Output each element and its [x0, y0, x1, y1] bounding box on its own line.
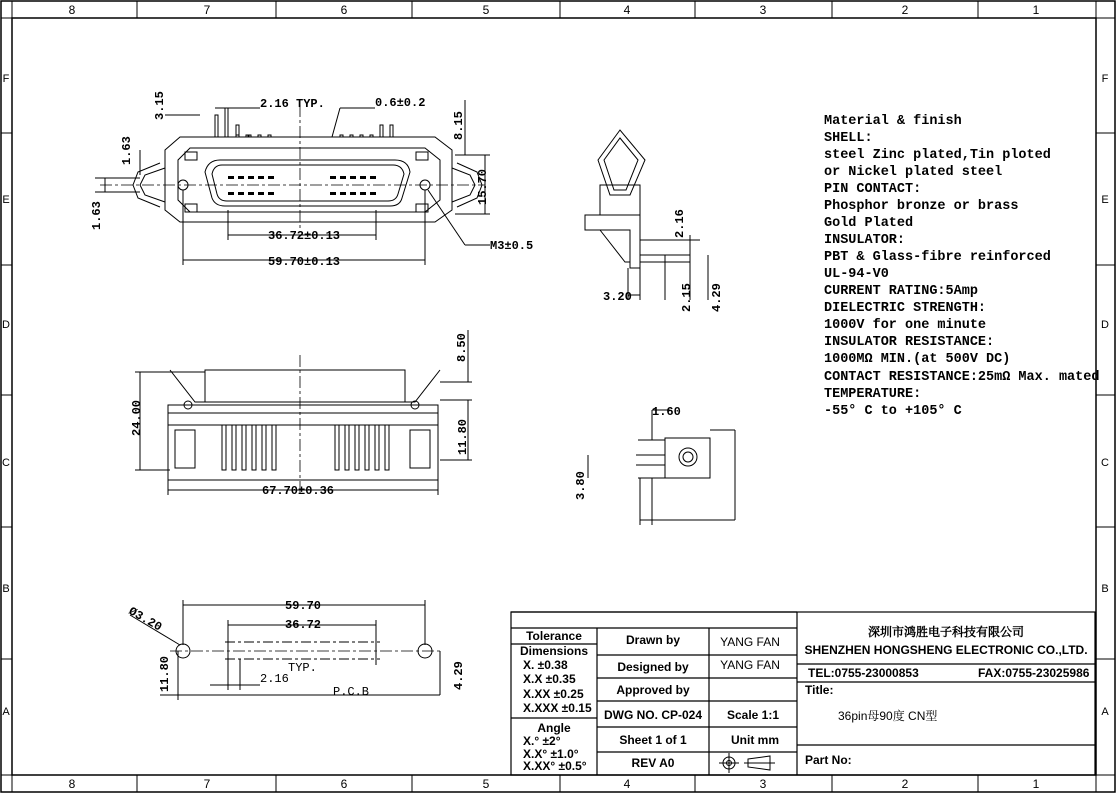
tol-line: X.XX ±0.25 — [523, 687, 584, 701]
detail-view — [588, 410, 735, 525]
tol-line: X.XXX ±0.15 — [523, 701, 592, 715]
col-label-4-bottom: 4 — [623, 777, 631, 791]
row-label-f-right: F — [1101, 73, 1109, 85]
dim-315: 3.15 — [153, 91, 167, 120]
title-value: 36pin母90度 CN型 — [838, 709, 938, 723]
row-label-b: B — [2, 583, 10, 595]
dim-2400: 24.00 — [130, 399, 144, 436]
row-label-d-right: D — [1101, 319, 1109, 331]
company-name-cn: 深圳市鸿胜电子科技有限公司 — [867, 625, 1025, 639]
dim-3672-pcb: 36.72 — [285, 618, 322, 632]
row-label-a-right: A — [1101, 706, 1109, 718]
col-label-3-bottom: 3 — [759, 777, 767, 791]
row-label-c-right: C — [1101, 457, 1109, 469]
receptacle-port — [205, 160, 410, 206]
dim-320-side: 3.20 — [603, 290, 632, 304]
designed-by-label: Designed by — [617, 660, 689, 674]
dim-pitch: 2.16 TYP. — [260, 97, 325, 111]
front-pins — [222, 425, 389, 470]
dim-160: 1.60 — [652, 405, 681, 419]
dim-815: 8.15 — [452, 111, 466, 140]
col-label-3: 3 — [759, 3, 767, 17]
row-label-b-right: B — [1101, 583, 1109, 595]
col-label-8-bottom: 8 — [68, 777, 76, 791]
row-label-d: D — [2, 319, 10, 331]
tolerance-label: Tolerance — [526, 629, 582, 643]
row-label-c: C — [2, 457, 10, 469]
note-line: INSULATOR RESISTANCE: — [824, 335, 995, 350]
approved-by-label: Approved by — [616, 683, 690, 697]
side-view — [585, 130, 708, 300]
col-label-1-bottom: 1 — [1032, 777, 1040, 791]
col-label-6-bottom: 6 — [340, 777, 348, 791]
note-line: PIN CONTACT: — [824, 182, 922, 197]
note-line: DIELECTRIC STRENGTH: — [824, 301, 987, 316]
detail-block — [665, 438, 710, 478]
dwg-no: DWG NO. CP-024 — [603, 708, 703, 722]
material-notes — [824, 114, 1099, 419]
company-tel: TEL:0755-23000853 — [808, 666, 919, 680]
note-line: steel Zinc plated,Tin ploted — [824, 148, 1051, 163]
dim-6770: 67.70±0.36 — [262, 484, 335, 498]
designed-by-value: YANG FAN — [720, 658, 780, 672]
note-line: TEMPERATURE: — [824, 387, 922, 402]
dim-1570: 15.70 — [476, 168, 490, 205]
dim-429-pcb: 4.29 — [452, 661, 466, 690]
dim-850: 8.50 — [455, 333, 469, 362]
angle-line: X.° ±2° — [523, 734, 561, 748]
right-latch-front — [405, 370, 440, 402]
shell-top — [205, 370, 405, 402]
angle-line: X.X° ±1.0° — [523, 747, 579, 761]
unit: Unit mm — [731, 733, 779, 747]
note-line: CONTACT RESISTANCE:25mΩ Max. mated — [824, 370, 1100, 385]
note-line: or Nickel plated steel — [824, 165, 1003, 180]
note-line: Phosphor bronze or brass — [824, 199, 1019, 214]
dim-typ-pcb: TYP. — [288, 661, 317, 675]
dim-380: 3.80 — [574, 471, 588, 500]
connector-inner-outline — [178, 148, 440, 212]
dim-5970-pcb: 59.70 — [285, 599, 322, 613]
pcb-label: P.C.B — [333, 685, 370, 699]
row-label-a: A — [2, 706, 10, 718]
top-pins — [215, 108, 393, 137]
part-no-label: Part No: — [805, 753, 852, 767]
col-label-7-bottom: 7 — [203, 777, 211, 791]
dim-215-side: 2.15 — [680, 283, 694, 312]
dim-1180-front: 11.80 — [456, 418, 470, 455]
drawn-by-value: YANG FAN — [720, 635, 780, 649]
note-line: -55° C to +105° C — [824, 404, 962, 419]
dim-216-side: 2.16 — [673, 209, 687, 238]
col-label-5-bottom: 5 — [482, 777, 490, 791]
sheet: Sheet 1 of 1 — [619, 733, 687, 747]
dim-3672: 36.72±0.13 — [268, 229, 341, 243]
dim-216-pcb: 2.16 — [260, 672, 289, 686]
contact-slots — [228, 176, 376, 195]
revision: REV A0 — [631, 756, 675, 770]
side-body — [585, 215, 640, 268]
detail-hole — [679, 448, 697, 466]
dim-1180-pcb: 11.80 — [158, 655, 172, 692]
row-label-e-right: E — [1101, 194, 1109, 206]
note-line: 1000V for one minute — [824, 318, 987, 333]
note-line: SHELL: — [824, 131, 873, 146]
angle-label: Angle — [537, 721, 571, 735]
note-line: Material & finish — [824, 114, 962, 129]
dim-m3: M3±0.5 — [490, 239, 534, 253]
col-label-8: 8 — [68, 3, 76, 17]
dim-5970: 59.70±0.13 — [268, 255, 341, 269]
note-line: PBT & Glass-fibre reinforced — [824, 250, 1051, 265]
col-label-2: 2 — [901, 3, 909, 17]
dim-163-upper: 1.63 — [120, 136, 134, 165]
col-label-1: 1 — [1032, 3, 1040, 17]
note-line: INSULATOR: — [824, 233, 906, 248]
tol-line: X. ±0.38 — [523, 658, 568, 672]
col-label-2-bottom: 2 — [901, 777, 909, 791]
scale: Scale 1:1 — [726, 708, 780, 722]
projection-symbol-icon — [719, 753, 775, 773]
title-label: Title: — [805, 683, 834, 697]
dim-pin-width: 0.6±0.2 — [375, 96, 426, 110]
note-line: Gold Plated — [824, 216, 914, 231]
dimensions-label: Dimensions — [519, 644, 589, 658]
col-label-7: 7 — [203, 3, 211, 17]
left-latch-front — [170, 370, 205, 402]
company-name-en: SHENZHEN HONGSHENG ELECTRONIC CO.,LTD. — [804, 643, 1088, 657]
dim-429-side: 4.29 — [710, 283, 724, 312]
note-line: CURRENT RATING:5Amp — [824, 284, 978, 299]
note-line: 1000MΩ MIN.(at 500V DC) — [824, 352, 1011, 367]
col-label-6: 6 — [340, 3, 348, 17]
dim-dia-pcb: Ø3.20 — [126, 604, 165, 635]
company-fax: FAX:0755-23025986 — [978, 666, 1090, 680]
note-line: UL-94-V0 — [824, 267, 889, 282]
row-label-e: E — [2, 194, 10, 206]
angle-line: X.XX° ±0.5° — [523, 759, 587, 773]
connector-body-outline — [165, 137, 452, 222]
col-label-5: 5 — [482, 3, 490, 17]
row-label-f: F — [2, 73, 10, 85]
front-body — [168, 405, 438, 480]
drawn-by-label: Drawn by — [625, 633, 681, 647]
col-label-4: 4 — [623, 3, 631, 17]
tol-line: X.X ±0.35 — [523, 672, 576, 686]
dim-163-lower: 1.63 — [90, 201, 104, 230]
front-view — [135, 330, 472, 495]
